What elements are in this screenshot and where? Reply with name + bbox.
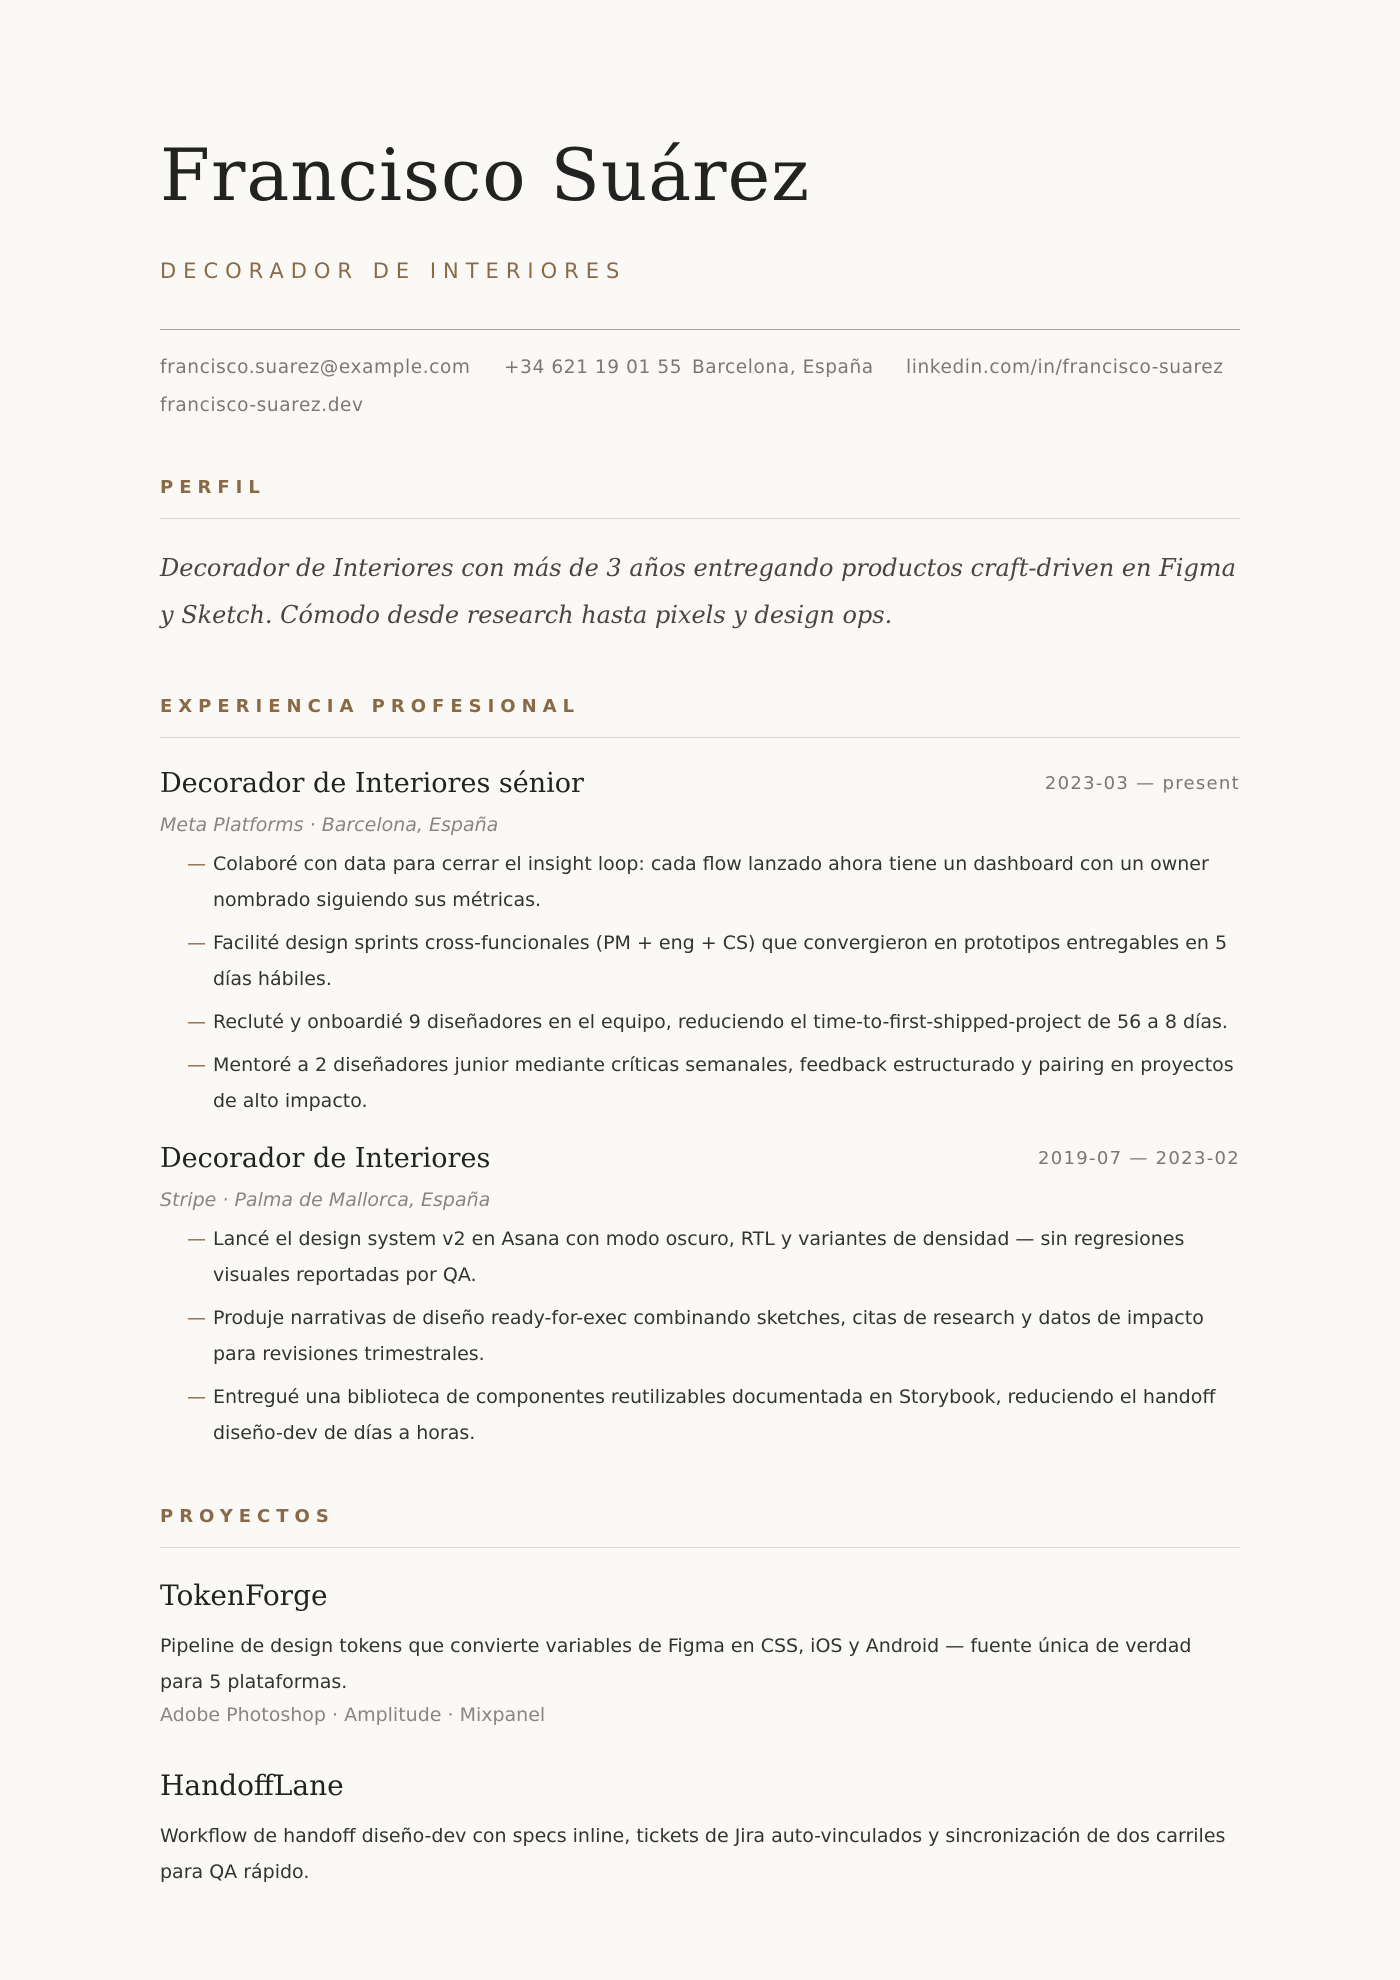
dash-icon: — <box>187 853 206 875</box>
project-name: HandoffLane <box>160 1769 344 1802</box>
dash-icon: — <box>187 932 206 954</box>
job-bullet-text: Facilité design sprints cross-funcionales (PM + eng + CS) que convergieron en prototipos entregables en 5 días hábiles. <box>213 932 1228 990</box>
project-tech: Adobe Photoshop · Amplitude · Mixpanel <box>160 1704 546 1726</box>
dash-icon: — <box>187 1228 206 1250</box>
job-bullet <box>160 1047 1243 1119</box>
job-bullet-text: Mentoré a 2 diseñadores junior mediante críticas semanales, feedback estructurado y pairing en proyectos de alto impacto. <box>213 1054 1234 1112</box>
job-header <box>160 766 1240 802</box>
dash-icon: — <box>187 1386 206 1408</box>
profile-section <box>160 476 1240 639</box>
job-bullet-text: Colaboré con data para cerrar el insight loop: cada flow lanzado ahora tiene un dashboard con un owner nombrado siguiendo sus métricas. <box>213 853 1209 911</box>
job-bullet <box>160 1379 1243 1451</box>
job-bullet <box>160 1221 1243 1293</box>
job-dates: 2023-03 — present <box>1044 773 1240 794</box>
section-title-experience: EXPERIENCIA PROFESIONAL <box>160 696 581 717</box>
section-divider <box>160 1547 1240 1548</box>
experience-section <box>160 695 1240 1451</box>
profile-text: Decorador de Interiores con más de 3 años entregando productos craft-driven en Figma y Sketch. Cómodo desde research hasta pixels y design ops. <box>160 554 1236 629</box>
section-divider <box>160 518 1240 519</box>
person-name: Francisco Suárez <box>160 133 811 217</box>
contact-website[interactable]: francisco-suarez.dev <box>160 395 364 416</box>
job-bullet-text: Lancé el design system v2 en Asana con modo oscuro, RTL y variantes de densidad — sin regresiones visuales reportadas por QA. <box>213 1228 1185 1286</box>
contact-linkedin[interactable]: linkedin.com/in/francisco-suarez <box>906 357 1224 378</box>
header-divider <box>160 329 1240 330</box>
job-role: Decorador de Interiores sénior <box>160 768 584 799</box>
project-entry <box>160 1768 1240 1890</box>
job-bullet-text: Entregué una biblioteca de componentes reutilizables documentada en Storybook, reduciendo el handoff diseño-dev de días a horas. <box>213 1386 1216 1444</box>
resume-content <box>160 120 1240 1890</box>
dash-icon: — <box>187 1307 206 1329</box>
contact-info <box>160 356 1240 418</box>
job-dates: 2019-07 — 2023-02 <box>1038 1148 1240 1169</box>
job-company: Meta Platforms · Barcelona, España <box>160 814 499 836</box>
dash-icon: — <box>187 1054 206 1076</box>
job-bullet <box>160 925 1243 997</box>
job-entry <box>160 766 1240 1119</box>
job-bullets <box>160 1221 1240 1451</box>
project-description: Workflow de handoff diseño-dev con specs inline, tickets de Jira auto-vinculados y sincronización de dos carriles para QA rápido. <box>160 1825 1226 1883</box>
job-bullets <box>160 846 1240 1119</box>
job-bullet <box>160 1300 1243 1372</box>
job-company: Stripe · Palma de Mallorca, España <box>160 1189 491 1211</box>
contact-phone[interactable]: +34 621 19 01 55 <box>504 357 683 378</box>
dash-icon: — <box>187 1011 206 1033</box>
job-header <box>160 1141 1240 1177</box>
contact-line-2 <box>160 394 1240 418</box>
contact-location: Barcelona, España <box>692 357 874 378</box>
job-bullet <box>160 846 1243 918</box>
job-bullet-text: Produje narrativas de diseño ready-for-exec combinando sketches, citas de research y datos de impacto para revisiones trimestrales. <box>213 1307 1204 1365</box>
projects-section <box>160 1505 1240 1890</box>
job-title: DECORADOR DE INTERIORES <box>160 259 627 283</box>
job-bullet-text: Recluté y onboardié 9 diseñadores en el equipo, reduciendo el time-to-first-shipped-project de 56 a 8 días. <box>213 1011 1228 1033</box>
project-name: TokenForge <box>160 1579 328 1612</box>
section-divider <box>160 737 1240 738</box>
job-entry <box>160 1141 1240 1451</box>
contact-email[interactable]: francisco.suarez@example.com <box>160 357 471 378</box>
project-description: Pipeline de design tokens que convierte variables de Figma en CSS, iOS y Android — fuente única de verdad para 5 plataformas. <box>160 1635 1192 1693</box>
section-title-projects: PROYECTOS <box>160 1506 335 1527</box>
job-bullet <box>160 1004 1243 1040</box>
project-entry <box>160 1578 1240 1730</box>
section-title-profile: PERFIL <box>160 477 266 498</box>
job-role: Decorador de Interiores <box>160 1143 491 1174</box>
contact-line-1 <box>160 356 1240 380</box>
